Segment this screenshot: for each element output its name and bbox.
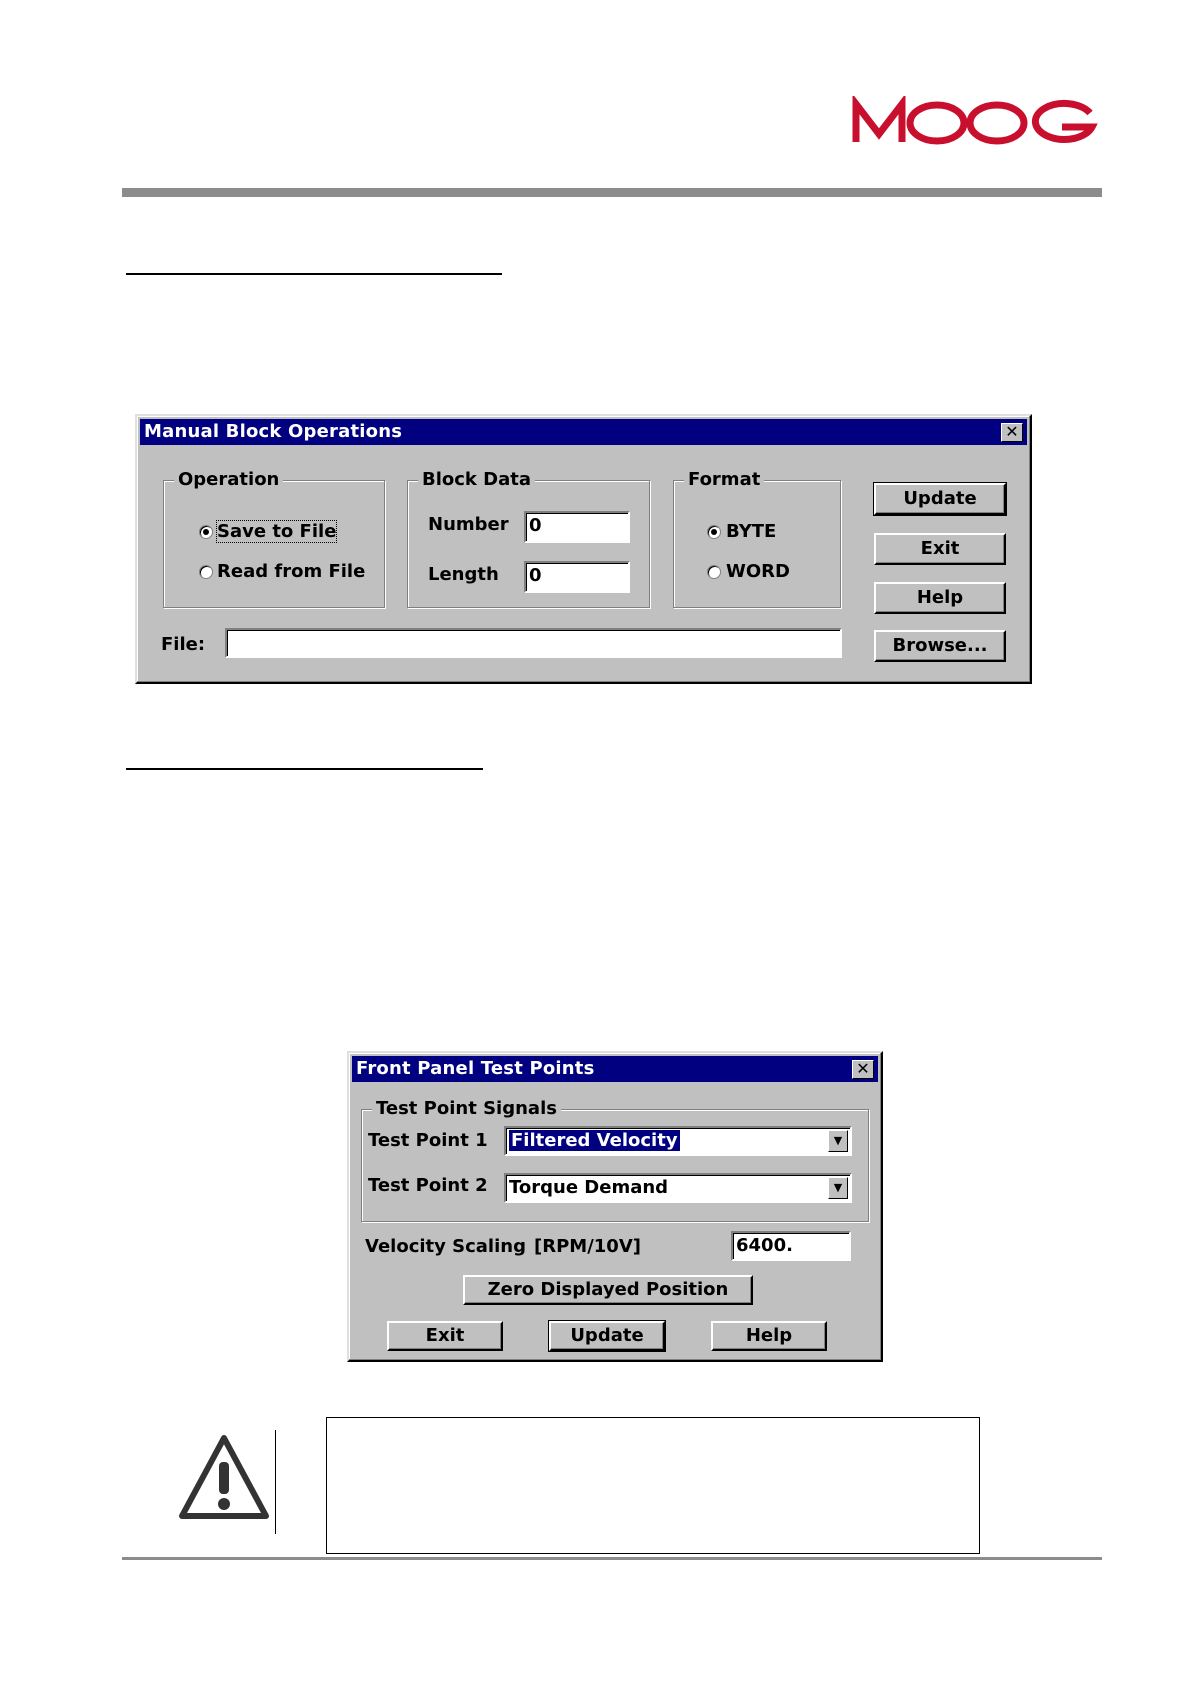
test-point-2-value: Torque Demand: [509, 1177, 669, 1198]
word-radio[interactable]: [707, 565, 721, 579]
byte-radio[interactable]: [707, 525, 721, 539]
exit-button[interactable]: Exit: [874, 533, 1006, 565]
chevron-down-icon[interactable]: ▼: [828, 1130, 848, 1152]
block-data-group-label: Block Data: [418, 469, 535, 490]
test-point-2-label: Test Point 2: [368, 1175, 488, 1196]
number-input[interactable]: 0: [524, 511, 630, 543]
test-point-1-value: Filtered Velocity: [511, 1130, 678, 1151]
section-heading-rule-1: [126, 273, 502, 275]
warning-separator: [275, 1430, 276, 1534]
front-panel-test-points-dialog: [347, 1051, 883, 1362]
velocity-scaling-label: Velocity Scaling: [365, 1236, 526, 1257]
save-to-file-radio[interactable]: [199, 525, 213, 539]
manual-block-operations-dialog: [135, 414, 1032, 684]
word-label[interactable]: WORD: [726, 561, 790, 582]
velocity-scaling-unit: [RPM/10V]: [534, 1236, 641, 1257]
operation-group: [163, 469, 385, 608]
header-rule: [122, 188, 1102, 197]
chevron-down-icon[interactable]: ▼: [828, 1177, 848, 1199]
file-label: File:: [161, 634, 206, 655]
file-input[interactable]: [225, 628, 842, 658]
test-point-2-select[interactable]: [504, 1173, 852, 1203]
test-point-1-select[interactable]: [504, 1126, 852, 1156]
update-button[interactable]: Update: [874, 483, 1006, 515]
warning-icon: [176, 1432, 272, 1522]
footer-rule: [122, 1557, 1102, 1560]
dialog-title-bar: [140, 419, 1027, 445]
format-group: [673, 469, 841, 608]
close-icon[interactable]: ✕: [852, 1060, 874, 1079]
block-data-group: [407, 469, 650, 608]
length-label: Length: [428, 564, 499, 585]
zero-displayed-position-button[interactable]: Zero Displayed Position: [463, 1275, 753, 1305]
update-button[interactable]: Update: [549, 1321, 665, 1351]
browse-button[interactable]: Browse...: [874, 630, 1006, 662]
read-from-file-label[interactable]: Read from File: [217, 561, 366, 582]
help-button[interactable]: Help: [874, 582, 1006, 614]
test-point-signals-label: Test Point Signals: [372, 1098, 561, 1119]
save-to-file-label[interactable]: Save to File: [217, 521, 337, 542]
format-group-label: Format: [684, 469, 764, 490]
byte-label[interactable]: BYTE: [726, 521, 777, 542]
test-point-1-label: Test Point 1: [368, 1130, 488, 1151]
dialog-title: Manual Block Operations: [144, 421, 403, 442]
read-from-file-radio[interactable]: [199, 565, 213, 579]
length-input[interactable]: 0: [524, 561, 630, 593]
number-label: Number: [428, 514, 509, 535]
note-box: [326, 1417, 980, 1554]
moog-logo: [852, 96, 1102, 152]
operation-group-label: Operation: [174, 469, 283, 490]
section-heading-rule-2: [126, 768, 483, 770]
help-button[interactable]: Help: [711, 1321, 827, 1351]
velocity-scaling-input[interactable]: 6400.: [731, 1231, 851, 1261]
exit-button[interactable]: Exit: [387, 1321, 503, 1351]
dialog-title: Front Panel Test Points: [356, 1058, 595, 1079]
dialog-title-bar: [352, 1056, 878, 1082]
test-point-signals-group: [361, 1098, 869, 1222]
close-icon[interactable]: ✕: [1001, 423, 1023, 442]
